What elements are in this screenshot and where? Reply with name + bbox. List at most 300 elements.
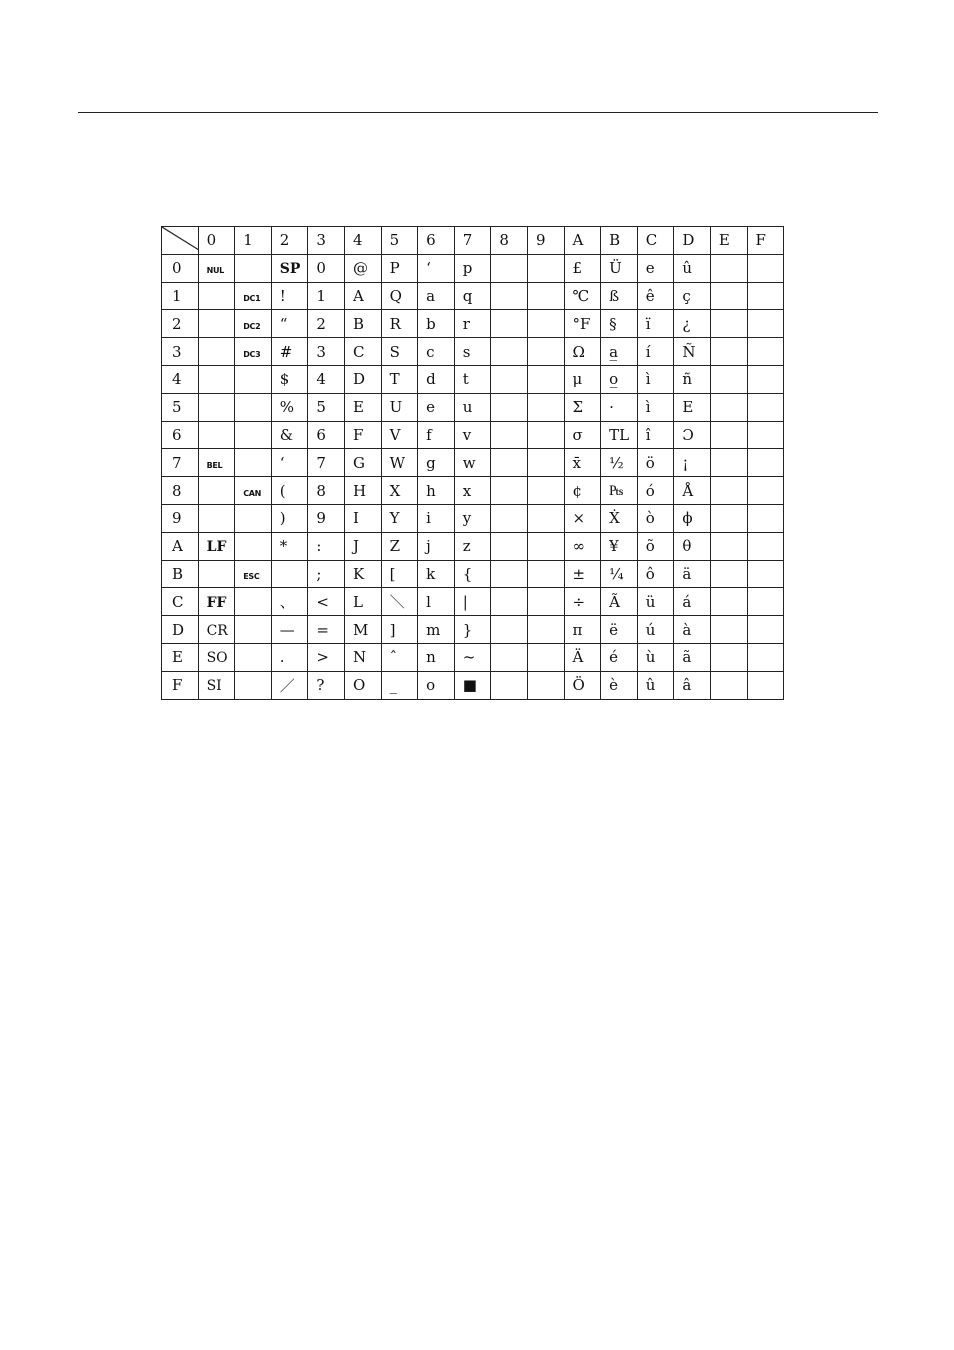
glyph: I bbox=[352, 509, 359, 528]
glyph: ù bbox=[645, 648, 656, 667]
glyph: ± bbox=[572, 564, 586, 583]
code-cell-6F bbox=[418, 671, 455, 699]
glyph: m bbox=[426, 620, 441, 639]
glyph: à bbox=[682, 620, 692, 639]
glyph: Ã bbox=[609, 592, 620, 611]
glyph: x bbox=[462, 481, 472, 500]
code-cell-D8 bbox=[674, 477, 711, 505]
glyph: B bbox=[352, 314, 364, 333]
code-cell-E1 bbox=[710, 282, 747, 310]
glyph: { bbox=[462, 564, 473, 583]
glyph: 5 bbox=[316, 398, 326, 417]
code-cell-18 bbox=[235, 477, 272, 505]
glyph: | bbox=[462, 592, 468, 611]
glyph: BEL bbox=[206, 460, 223, 470]
code-cell-2F bbox=[271, 671, 308, 699]
glyph: ! bbox=[279, 286, 286, 305]
glyph: K bbox=[352, 564, 365, 583]
code-cell-DF bbox=[674, 671, 711, 699]
code-cell-0C bbox=[198, 588, 235, 616]
code-cell-B3 bbox=[601, 338, 638, 366]
code-cell-B8 bbox=[601, 477, 638, 505]
glyph: FF bbox=[206, 594, 227, 611]
corner-diagonal-icon bbox=[162, 227, 198, 254]
code-cell-64 bbox=[418, 365, 455, 393]
code-cell-3D bbox=[308, 616, 345, 644]
code-cell-EA bbox=[710, 532, 747, 560]
code-cell-16 bbox=[235, 421, 272, 449]
code-cell-93 bbox=[527, 338, 564, 366]
code-cell-A1 bbox=[564, 282, 601, 310]
row-header-D: D bbox=[162, 616, 199, 644]
code-cell-A4 bbox=[564, 365, 601, 393]
glyph: θ bbox=[682, 537, 692, 556]
code-cell-3B bbox=[308, 560, 345, 588]
column-header-A: A bbox=[564, 227, 601, 255]
code-cell-78 bbox=[454, 477, 491, 505]
glyph: : bbox=[316, 537, 322, 556]
code-cell-67 bbox=[418, 449, 455, 477]
table-row bbox=[162, 393, 784, 421]
glyph: 1 bbox=[316, 286, 326, 305]
glyph: ESC bbox=[243, 571, 260, 581]
glyph: d bbox=[426, 370, 436, 389]
code-cell-AC bbox=[564, 588, 601, 616]
glyph: 、 bbox=[279, 593, 295, 612]
code-cell-EB bbox=[710, 560, 747, 588]
code-cell-F6 bbox=[747, 421, 784, 449]
glyph: j bbox=[426, 537, 431, 556]
code-cell-4B bbox=[344, 560, 381, 588]
code-cell-D0 bbox=[674, 254, 711, 282]
glyph: ò bbox=[645, 509, 655, 528]
glyph: c bbox=[426, 342, 435, 361]
table-row bbox=[162, 338, 784, 366]
code-cell-83 bbox=[491, 338, 528, 366]
code-cell-C2 bbox=[637, 310, 674, 338]
glyph: ó bbox=[645, 481, 655, 500]
column-header-0: 0 bbox=[198, 227, 235, 255]
glyph: CAN bbox=[243, 488, 262, 498]
glyph: 8 bbox=[316, 481, 326, 500]
code-cell-30 bbox=[308, 254, 345, 282]
glyph: f bbox=[426, 425, 432, 444]
glyph: o̲ bbox=[609, 370, 619, 389]
code-cell-ED bbox=[710, 616, 747, 644]
code-cell-E5 bbox=[710, 393, 747, 421]
glyph: ‘ bbox=[279, 453, 285, 472]
code-cell-6C bbox=[418, 588, 455, 616]
table-row bbox=[162, 588, 784, 616]
code-cell-87 bbox=[491, 449, 528, 477]
code-cell-0F bbox=[198, 671, 235, 699]
code-cell-FE bbox=[747, 643, 784, 671]
glyph: g bbox=[426, 453, 436, 472]
table-row bbox=[162, 421, 784, 449]
code-cell-A0 bbox=[564, 254, 601, 282]
column-header-9: 9 bbox=[527, 227, 564, 255]
table-body bbox=[162, 254, 784, 699]
glyph: × bbox=[572, 509, 586, 528]
code-cell-5F bbox=[381, 671, 418, 699]
glyph: R bbox=[389, 314, 401, 333]
row-header-1: 1 bbox=[162, 282, 199, 310]
glyph: SP bbox=[279, 261, 301, 278]
glyph: è bbox=[609, 676, 619, 695]
code-cell-CD bbox=[637, 616, 674, 644]
code-cell-7A bbox=[454, 532, 491, 560]
glyph: ‘ bbox=[426, 259, 431, 278]
table-corner-cell bbox=[162, 227, 199, 255]
table-row bbox=[162, 282, 784, 310]
glyph: ℃ bbox=[572, 286, 590, 305]
table-row bbox=[162, 560, 784, 588]
glyph: Ñ bbox=[682, 342, 696, 361]
code-cell-27 bbox=[271, 449, 308, 477]
code-cell-60 bbox=[418, 254, 455, 282]
glyph: — bbox=[279, 620, 295, 639]
code-cell-8D bbox=[491, 616, 528, 644]
glyph: ~ bbox=[462, 648, 476, 667]
glyph: Ü bbox=[609, 259, 622, 278]
glyph: [ bbox=[389, 564, 396, 583]
glyph: J bbox=[352, 537, 359, 556]
code-cell-DC bbox=[674, 588, 711, 616]
code-cell-25 bbox=[271, 393, 308, 421]
code-cell-10 bbox=[235, 254, 272, 282]
code-cell-A7 bbox=[564, 449, 601, 477]
code-cell-20 bbox=[271, 254, 308, 282]
glyph: Ä bbox=[572, 648, 584, 667]
code-cell-A3 bbox=[564, 338, 601, 366]
glyph: 4 bbox=[316, 370, 326, 389]
column-header-C: C bbox=[637, 227, 674, 255]
code-cell-45 bbox=[344, 393, 381, 421]
glyph: & bbox=[279, 425, 294, 444]
glyph: 2 bbox=[316, 314, 326, 333]
code-cell-E3 bbox=[710, 338, 747, 366]
glyph: % bbox=[279, 398, 295, 417]
code-cell-D1 bbox=[674, 282, 711, 310]
glyph: û bbox=[682, 259, 692, 278]
glyph: π bbox=[572, 620, 583, 639]
glyph: O bbox=[352, 676, 366, 695]
glyph: o bbox=[426, 676, 436, 695]
code-cell-1C bbox=[235, 588, 272, 616]
code-cell-B1 bbox=[601, 282, 638, 310]
code-cell-CA bbox=[637, 532, 674, 560]
code-cell-12 bbox=[235, 310, 272, 338]
glyph: DC3 bbox=[243, 349, 261, 359]
code-cell-24 bbox=[271, 365, 308, 393]
code-cell-4D bbox=[344, 616, 381, 644]
code-cell-48 bbox=[344, 477, 381, 505]
code-cell-92 bbox=[527, 310, 564, 338]
glyph: _ bbox=[389, 676, 398, 695]
code-cell-9E bbox=[527, 643, 564, 671]
code-cell-7E bbox=[454, 643, 491, 671]
code-cell-90 bbox=[527, 254, 564, 282]
code-cell-70 bbox=[454, 254, 491, 282]
glyph: = bbox=[316, 620, 329, 639]
code-cell-C8 bbox=[637, 477, 674, 505]
code-cell-8C bbox=[491, 588, 528, 616]
glyph: T bbox=[389, 370, 400, 389]
glyph: “ bbox=[279, 314, 288, 333]
code-cell-F8 bbox=[747, 477, 784, 505]
code-cell-DA bbox=[674, 532, 711, 560]
glyph: s bbox=[462, 342, 471, 361]
glyph: £ bbox=[572, 259, 583, 278]
glyph: . bbox=[279, 648, 285, 667]
glyph: ¥ bbox=[609, 537, 619, 556]
code-cell-EC bbox=[710, 588, 747, 616]
glyph: ë bbox=[609, 620, 619, 639]
character-code-table bbox=[161, 226, 784, 700]
code-cell-D9 bbox=[674, 504, 711, 532]
row-header-5: 5 bbox=[162, 393, 199, 421]
glyph: * bbox=[279, 537, 288, 556]
code-cell-BB bbox=[601, 560, 638, 588]
glyph: 0 bbox=[316, 259, 326, 278]
glyph: ú bbox=[645, 620, 656, 639]
code-cell-A6 bbox=[564, 421, 601, 449]
code-cell-F2 bbox=[747, 310, 784, 338]
row-header-A: A bbox=[162, 532, 199, 560]
glyph: V bbox=[389, 425, 401, 444]
glyph: TL bbox=[609, 425, 630, 444]
code-cell-91 bbox=[527, 282, 564, 310]
code-cell-5D bbox=[381, 616, 418, 644]
column-header-4: 4 bbox=[344, 227, 381, 255]
code-cell-89 bbox=[491, 504, 528, 532]
glyph: ÷ bbox=[572, 592, 586, 611]
code-cell-F1 bbox=[747, 282, 784, 310]
code-cell-44 bbox=[344, 365, 381, 393]
glyph: · bbox=[609, 398, 614, 417]
code-cell-FF bbox=[747, 671, 784, 699]
code-cell-B7 bbox=[601, 449, 638, 477]
glyph: 6 bbox=[316, 425, 326, 444]
code-cell-47 bbox=[344, 449, 381, 477]
glyph: ¿ bbox=[682, 314, 691, 333]
code-cell-40 bbox=[344, 254, 381, 282]
row-header-C: C bbox=[162, 588, 199, 616]
code-cell-E8 bbox=[710, 477, 747, 505]
code-cell-00 bbox=[198, 254, 235, 282]
glyph: ì bbox=[645, 398, 651, 417]
code-cell-BD bbox=[601, 616, 638, 644]
code-cell-0B bbox=[198, 560, 235, 588]
code-cell-95 bbox=[527, 393, 564, 421]
code-cell-5A bbox=[381, 532, 418, 560]
code-cell-6A bbox=[418, 532, 455, 560]
code-cell-9F bbox=[527, 671, 564, 699]
table-row bbox=[162, 504, 784, 532]
code-cell-D2 bbox=[674, 310, 711, 338]
glyph: H bbox=[352, 481, 367, 500]
top-rule bbox=[78, 112, 878, 113]
code-cell-04 bbox=[198, 365, 235, 393]
glyph: # bbox=[279, 342, 293, 361]
code-cell-5E bbox=[381, 643, 418, 671]
code-cell-5B bbox=[381, 560, 418, 588]
code-cell-B5 bbox=[601, 393, 638, 421]
code-cell-80 bbox=[491, 254, 528, 282]
code-cell-EF bbox=[710, 671, 747, 699]
code-cell-FA bbox=[747, 532, 784, 560]
glyph: ] bbox=[389, 620, 396, 639]
code-cell-CE bbox=[637, 643, 674, 671]
glyph: a̲ bbox=[609, 342, 619, 361]
glyph: r bbox=[462, 314, 470, 333]
code-cell-5C bbox=[381, 588, 418, 616]
glyph: Å bbox=[682, 481, 694, 500]
row-header-B: B bbox=[162, 560, 199, 588]
glyph: k bbox=[426, 564, 436, 583]
code-cell-61 bbox=[418, 282, 455, 310]
code-cell-15 bbox=[235, 393, 272, 421]
glyph: ＼ bbox=[389, 593, 405, 612]
glyph: 9 bbox=[316, 509, 326, 528]
row-header-8: 8 bbox=[162, 477, 199, 505]
glyph: Ɔ bbox=[682, 425, 694, 444]
glyph: Z bbox=[389, 537, 400, 556]
code-cell-E9 bbox=[710, 504, 747, 532]
glyph: á bbox=[682, 592, 692, 611]
code-cell-21 bbox=[271, 282, 308, 310]
row-header-3: 3 bbox=[162, 338, 199, 366]
glyph: y bbox=[462, 509, 472, 528]
code-cell-32 bbox=[308, 310, 345, 338]
glyph: N bbox=[352, 648, 367, 667]
code-cell-74 bbox=[454, 365, 491, 393]
code-cell-05 bbox=[198, 393, 235, 421]
code-cell-3A bbox=[308, 532, 345, 560]
code-cell-51 bbox=[381, 282, 418, 310]
glyph: v bbox=[462, 425, 472, 444]
code-cell-37 bbox=[308, 449, 345, 477]
code-cell-C1 bbox=[637, 282, 674, 310]
glyph: ö bbox=[645, 453, 655, 472]
glyph: LF bbox=[206, 539, 227, 556]
code-cell-F5 bbox=[747, 393, 784, 421]
table-row bbox=[162, 671, 784, 699]
glyph: 7 bbox=[316, 453, 326, 472]
glyph: ( bbox=[279, 481, 286, 500]
code-cell-AB bbox=[564, 560, 601, 588]
code-cell-49 bbox=[344, 504, 381, 532]
glyph: D bbox=[352, 370, 365, 389]
code-cell-01 bbox=[198, 282, 235, 310]
code-cell-4A bbox=[344, 532, 381, 560]
code-cell-56 bbox=[381, 421, 418, 449]
glyph: @ bbox=[352, 259, 368, 278]
code-cell-E7 bbox=[710, 449, 747, 477]
code-cell-09 bbox=[198, 504, 235, 532]
code-cell-55 bbox=[381, 393, 418, 421]
code-cell-23 bbox=[271, 338, 308, 366]
code-cell-65 bbox=[418, 393, 455, 421]
code-cell-6D bbox=[418, 616, 455, 644]
column-header-7: 7 bbox=[454, 227, 491, 255]
code-cell-B4 bbox=[601, 365, 638, 393]
glyph: $ bbox=[279, 370, 290, 389]
glyph: ¢ bbox=[572, 481, 583, 500]
glyph: ô bbox=[645, 564, 655, 583]
glyph: Ö bbox=[572, 676, 585, 695]
code-cell-F7 bbox=[747, 449, 784, 477]
code-cell-3E bbox=[308, 643, 345, 671]
row-header-6: 6 bbox=[162, 421, 199, 449]
code-cell-42 bbox=[344, 310, 381, 338]
glyph: n bbox=[426, 648, 436, 667]
glyph: σ bbox=[572, 425, 583, 444]
code-cell-69 bbox=[418, 504, 455, 532]
glyph: b bbox=[426, 314, 436, 333]
glyph: ／ bbox=[279, 676, 295, 695]
glyph: w bbox=[462, 453, 476, 472]
table-row bbox=[162, 532, 784, 560]
glyph: P bbox=[389, 259, 400, 278]
glyph: A bbox=[352, 286, 364, 305]
glyph: ñ bbox=[682, 370, 692, 389]
code-cell-AA bbox=[564, 532, 601, 560]
code-cell-97 bbox=[527, 449, 564, 477]
code-cell-07 bbox=[198, 449, 235, 477]
code-cell-8B bbox=[491, 560, 528, 588]
code-cell-75 bbox=[454, 393, 491, 421]
code-cell-BA bbox=[601, 532, 638, 560]
glyph: °F bbox=[572, 314, 591, 333]
glyph: ç bbox=[682, 286, 691, 305]
row-header-0: 0 bbox=[162, 254, 199, 282]
code-cell-7F bbox=[454, 671, 491, 699]
glyph: SI bbox=[206, 678, 222, 695]
code-cell-71 bbox=[454, 282, 491, 310]
code-cell-4F bbox=[344, 671, 381, 699]
code-cell-7B bbox=[454, 560, 491, 588]
code-cell-A2 bbox=[564, 310, 601, 338]
code-cell-CC bbox=[637, 588, 674, 616]
code-cell-06 bbox=[198, 421, 235, 449]
code-cell-62 bbox=[418, 310, 455, 338]
code-cell-76 bbox=[454, 421, 491, 449]
table-row bbox=[162, 449, 784, 477]
glyph: ) bbox=[279, 509, 286, 528]
code-cell-3C bbox=[308, 588, 345, 616]
glyph: U bbox=[389, 398, 403, 417]
glyph: < bbox=[316, 592, 329, 611]
code-cell-F9 bbox=[747, 504, 784, 532]
code-cell-8F bbox=[491, 671, 528, 699]
glyph: l bbox=[426, 592, 431, 611]
glyph: L bbox=[352, 592, 363, 611]
code-cell-28 bbox=[271, 477, 308, 505]
column-header-E: E bbox=[710, 227, 747, 255]
code-cell-85 bbox=[491, 393, 528, 421]
glyph: > bbox=[316, 648, 329, 667]
glyph: ä bbox=[682, 564, 692, 583]
glyph: NUL bbox=[206, 266, 224, 276]
glyph: ê bbox=[645, 286, 655, 305]
table-row bbox=[162, 477, 784, 505]
code-cell-13 bbox=[235, 338, 272, 366]
code-cell-3F bbox=[308, 671, 345, 699]
glyph: § bbox=[609, 314, 617, 333]
glyph: ½ bbox=[609, 453, 624, 472]
code-cell-4C bbox=[344, 588, 381, 616]
